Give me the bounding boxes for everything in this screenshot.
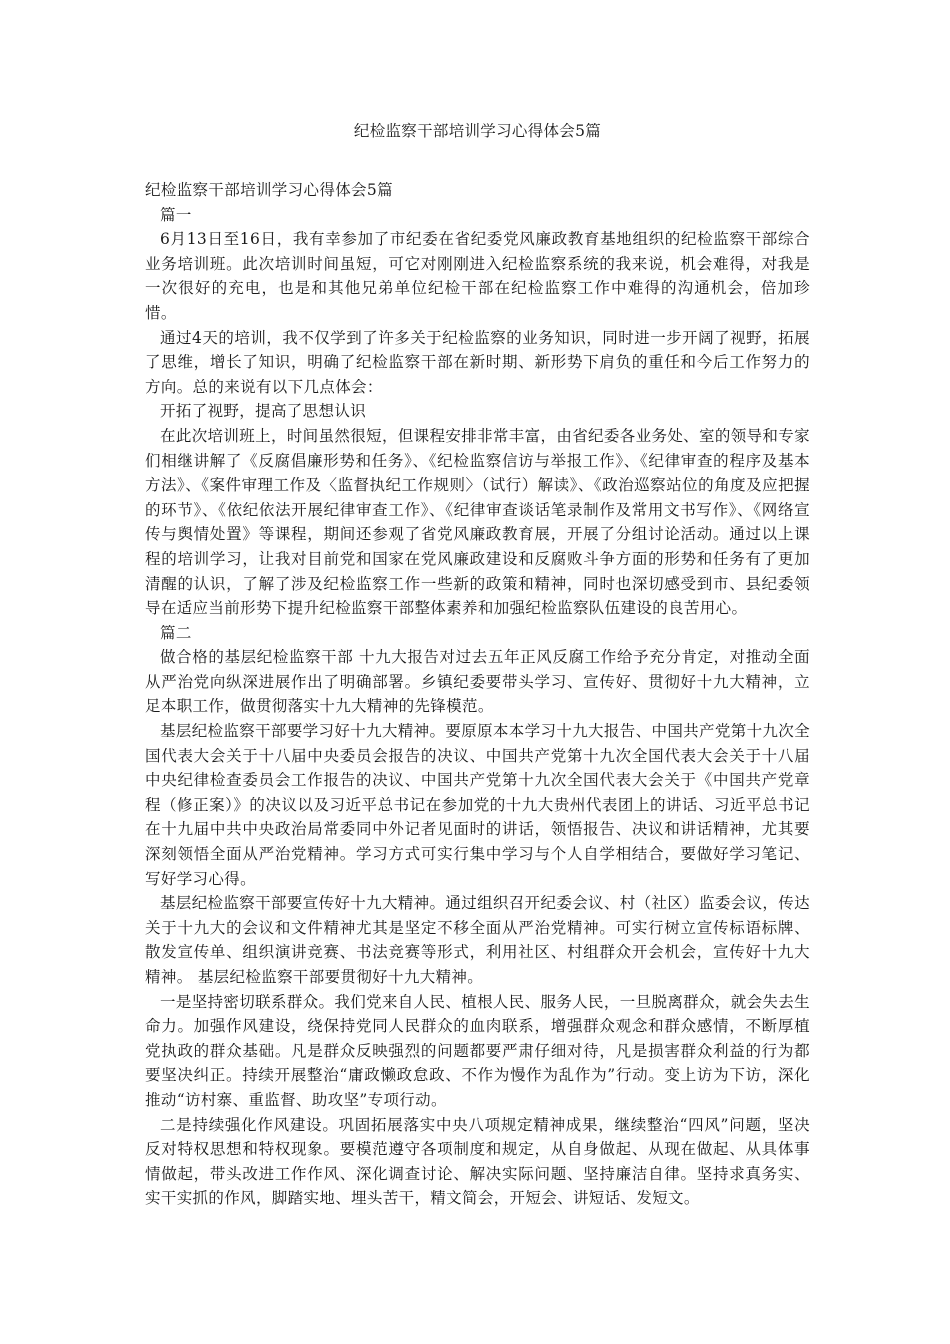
- paragraph: 6月13日至16日，我有幸参加了市纪委在省纪委党风廉政教育基地组织的纪检监察干部综合业务培训班。此次培训时间虽短，可它对刚刚进入纪检监察系统的我来说，机会难得，对我是一次很好的充电，也是和其他兄弟单位纪检干部在纪检监察工作中难得的沟通机会，倍加珍惜。: [145, 230, 810, 322]
- sub-heading: 开拓了视野，提高了思想认识: [160, 402, 367, 421]
- paragraph: 基层纪检监察干部要学习好十九大精神。要原原本本学习十九大报告、中国共产党第十九次全国代表大会关于十八届中央委员会报告的决议、中国共产党第十九次全国代表大会关于十八届中央纪律检查委员会工作报告的决议、中国共产党第十九次全国代表大会关于《中国共产党章程（修正案）》的决议以及习近平总书记在参加党的十九大贵州代表团上的讲话、习近平总书记在十九届中共中央政治局常委同中外记者见面时的讲话，领悟报告、决议和讲话精神，尤其要深刻领悟全面从严治党精神。学习方式可实行集中学习与个人自学相结合，要做好学习笔记、写好学习心得。: [145, 722, 810, 888]
- document-title: 纪检监察干部培训学习心得体会5篇: [353, 122, 602, 140]
- paragraph: 做合格的基层纪检监察干部 十九大报告对过去五年正风反腐工作给予充分肯定，对推动全面从严治党向纵深进展作出了明确部署。乡镇纪委要带头学习、宣传好、贯彻好十九大精神，立足本职工作，做贯彻落实十九大精神的先锋模范。: [145, 648, 810, 716]
- document-heading: 纪检监察干部培训学习心得体会5篇: [145, 181, 393, 199]
- paragraph: 基层纪检监察干部要宣传好十九大精神。通过组织召开纪委会议、村（社区）监委会议，传达关于十九大的会议和文件精神尤其是坚定不移全面从严治党精神。可实行树立宣传标语标牌、散发宣传单、组织演讲竞赛、书法竞赛等形式，利用社区、村组群众开会机会，宣传好十九大精神。 基层纪检监察干部要贯彻好十九大精神。: [145, 894, 810, 986]
- paragraph: 一是坚持密切联系群众。我们党来自人民、植根人民、服务人民，一旦脱离群众，就会失去生命力。加强作风建设，绕保持党同人民群众的血肉联系，增强群众观念和群众感情，不断厚植党执政的群众基础。凡是群众反映强烈的问题都要严肃仔细对待，凡是损害群众利益的行为都要坚决纠正。持续开展整治“庸政懒政怠政、不作为慢作为乱作为”行动。变上访为下访，深化推动“访村寨、重监督、助攻坚”专项行动。: [145, 992, 810, 1109]
- document-page: [145, 118, 810, 1211]
- paragraph: 二是持续强化作风建设。巩固拓展落实中央八项规定精神成果，继续整治“四风”问题，坚决反对特权思想和特权现象。要模范遵守各项制度和规定，从自身做起、从现在做起、从具体事情做起，带头改进工作作风、深化调查讨论、解决实际问题、坚持廉洁自律。坚持求真务实、实干实抓的作风，脚踏实地、埋头苦干，精文简会，开短会、讲短话、发短文。: [145, 1115, 810, 1208]
- section-label-2: 篇二: [160, 623, 192, 642]
- paragraph: 在此次培训班上，时间虽然很短，但课程安排非常丰富，由省纪委各业务处、室的领导和专家们相继讲解了《反腐倡廉形势和任务》、《纪检监察信访与举报工作》、《纪律审查的程序及基本方法》、《案件审理工作及〈监督执纪工作规则〉（试行）解读》、《政治巡察站位的角度及应把握的环节》、《依纪依法开展纪律审查工作》、《纪律审查谈话笔录制作及常用文书写作》、《网络宣传与舆情处置》等课程，期间还参观了省党风廉政教育展，开展了分组讨论活动。通过以上课程的培训学习，让我对目前党和国家在党风廉政建设和反腐败斗争方面的形势和任务有了更加清醒的认识，了解了涉及纪检监察工作一些新的政策和精神，同时也深切感受到市、县纪委领导在适应当前形势下提升纪检监察干部整体素养和加强纪检监察队伍建设的良苦用心。: [145, 426, 810, 618]
- paragraph: 通过4天的培训，我不仅学到了许多关于纪检监察的业务知识，同时进一步开阔了视野，拓展了思维，增长了知识，明确了纪检监察干部在新时期、新形势下肩负的重任和今后工作努力的方向。总的来说有以下几点体会：: [145, 328, 810, 396]
- section-label-1: 篇一: [160, 205, 192, 224]
